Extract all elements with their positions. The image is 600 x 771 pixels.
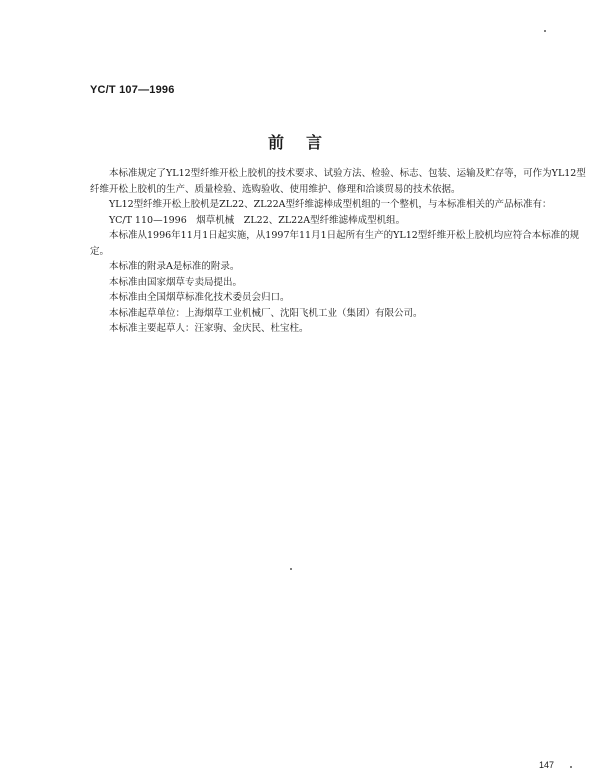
paragraph-scope: 本标准规定了YL12型纤维开松上胶机的技术要求、试验方法、检验、标志、包装、运输及贮存等，可作为YL12型纤维开松上胶机的生产、质量检验、选购验收、使用维护、修理和洽谈贸易的技术依据。	[90, 168, 586, 195]
scan-speck	[570, 766, 572, 768]
scan-speck	[290, 568, 292, 570]
paragraph-drafting-units: 本标准起草单位：上海烟草工业机械厂、沈阳飞机工业（集团）有限公司。	[109, 307, 423, 319]
paragraph-centralizer: 本标准由全国烟草标准化技术委员会归口。	[109, 292, 290, 303]
paragraph-related-products: YL12型纤维开松上胶机是ZL22、ZL22A型纤维滤棒成型机组的一个整机，与本标准相关的产品标准有：	[109, 199, 552, 210]
standard-code: YC/T 107—1996	[90, 84, 175, 96]
paragraph-related-standard: YC/T 110—1996 烟草机械 ZL22、ZL22A型纤维滤棒成型机组。	[109, 214, 406, 226]
page-number: 147	[539, 760, 555, 770]
paragraph-proposer: 本标准由国家烟草专卖局提出。	[109, 276, 243, 288]
paragraph-appendix: 本标准的附录A是标准的附录。	[109, 261, 240, 272]
scan-speck	[544, 30, 546, 32]
body-text	[90, 166, 595, 337]
paragraph-drafters: 本标准主要起草人：汪家驹、金庆民、杜宝柱。	[109, 323, 309, 334]
paragraph-effective-date: 本标准从1996年11月1日起实施，从1997年11月1日起所有生产的YL12型纤维开松上胶机均应符合本标准的规定。	[90, 230, 580, 257]
section-title: 前言	[267, 133, 344, 152]
